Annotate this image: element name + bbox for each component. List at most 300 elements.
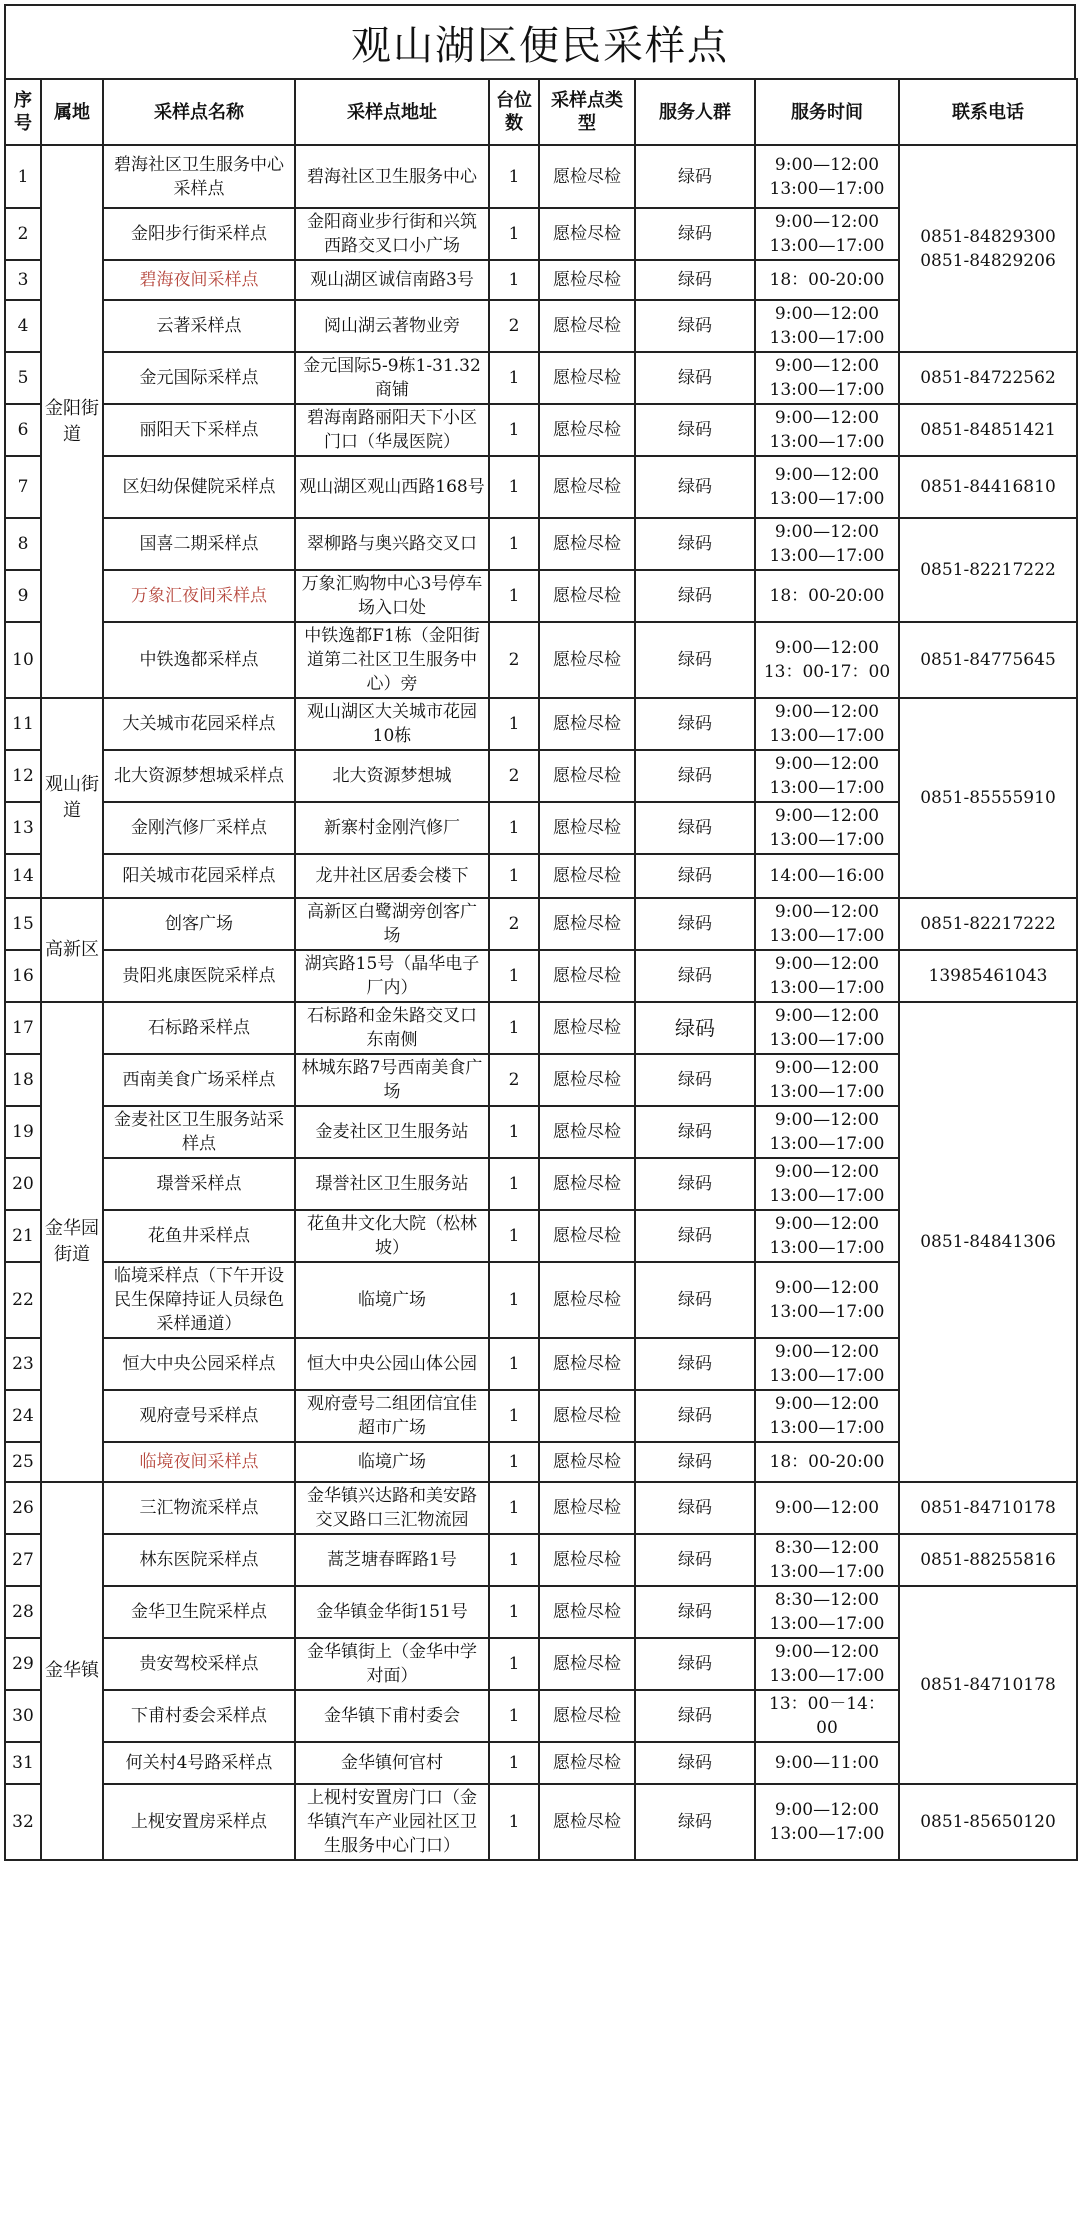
contact-phone xyxy=(899,518,1077,622)
service-group: 绿码 xyxy=(635,1338,755,1390)
service-time xyxy=(755,1534,899,1586)
service-time-line: 13:00—17:00 xyxy=(769,1238,885,1258)
seat-count: 1 xyxy=(489,1784,539,1860)
sampling-point-name: 观府壹号采样点 xyxy=(103,1390,295,1442)
sampling-point-address: 翠柳路与奥兴路交叉口 xyxy=(295,518,489,570)
table-row xyxy=(5,456,1077,518)
title-bar xyxy=(4,4,1076,78)
table-row xyxy=(5,950,1077,1002)
sampling-point-address: 观府壹号二组团信宜佳超市广场 xyxy=(295,1390,489,1442)
service-time-line: 18：00-20:00 xyxy=(769,586,885,606)
sampling-type: 愿检尽检 xyxy=(539,518,635,570)
sampling-point-address: 临境广场 xyxy=(295,1262,489,1338)
sampling-type: 愿检尽检 xyxy=(539,300,635,352)
contact-phone xyxy=(899,1534,1077,1586)
seat-count: 2 xyxy=(489,300,539,352)
seat-count: 2 xyxy=(489,898,539,950)
service-group: 绿码 xyxy=(635,1054,755,1106)
sampling-point-address: 金华镇街上（金华中学对面） xyxy=(295,1638,489,1690)
seat-count: 2 xyxy=(489,750,539,802)
contact-phone xyxy=(899,622,1077,698)
sampling-point-name: 恒大中央公园采样点 xyxy=(103,1338,295,1390)
sampling-type: 愿检尽检 xyxy=(539,1158,635,1210)
service-time xyxy=(755,802,899,854)
service-time-line: 13:00—17:00 xyxy=(769,1666,885,1686)
sampling-point-name: 碧海社区卫生服务中心采样点 xyxy=(103,145,295,208)
service-group: 绿码 xyxy=(635,1390,755,1442)
seat-count: 1 xyxy=(489,145,539,208)
service-time-line: 13:00—17:00 xyxy=(769,778,885,798)
service-time-line: 13:00—17:00 xyxy=(769,489,885,509)
service-group: 绿码 xyxy=(635,1442,755,1482)
header-seats: 台位数 xyxy=(489,79,539,145)
sampling-point-name: 创客广场 xyxy=(103,898,295,950)
service-time-line: 13:00—17:00 xyxy=(769,380,885,400)
service-group: 绿码 xyxy=(635,145,755,208)
sampling-point-name: 大关城市花园采样点 xyxy=(103,698,295,750)
header-type: 采样点类型 xyxy=(539,79,635,145)
table-row xyxy=(5,1534,1077,1586)
seat-count: 1 xyxy=(489,1390,539,1442)
service-time-line: 13:00—17:00 xyxy=(769,1082,885,1102)
service-group: 绿码 xyxy=(635,1262,755,1338)
service-time xyxy=(755,622,899,698)
sampling-point-address: 上枧村安置房门口（金华镇汽车产业园社区卫生服务中心门口） xyxy=(295,1784,489,1860)
phone-number: 0851-85555910 xyxy=(920,788,1056,808)
contact-phone xyxy=(899,1586,1077,1784)
header-address: 采样点地址 xyxy=(295,79,489,145)
service-time-line: 9:00—12:00 xyxy=(774,638,880,658)
service-group: 绿码 xyxy=(635,1534,755,1586)
service-time-line: 9:00—12:00 xyxy=(774,356,880,376)
district-cell: 金华园街道 xyxy=(41,1002,103,1482)
row-number: 5 xyxy=(5,352,41,404)
service-time-line: 9:00—12:00 xyxy=(774,212,880,232)
district-cell: 金华镇 xyxy=(41,1482,103,1860)
sampling-point-address: 恒大中央公园山体公园 xyxy=(295,1338,489,1390)
table-row xyxy=(5,404,1077,456)
row-number: 28 xyxy=(5,1586,41,1638)
sampling-point-name: 金阳步行街采样点 xyxy=(103,208,295,260)
seat-count: 1 xyxy=(489,1534,539,1586)
service-group: 绿码 xyxy=(635,950,755,1002)
service-group: 绿码 xyxy=(635,208,755,260)
service-time-line: 18：00-20:00 xyxy=(769,270,885,290)
district-cell: 高新区 xyxy=(41,898,103,1002)
sampling-point-address: 新寨村金刚汽修厂 xyxy=(295,802,489,854)
row-number: 11 xyxy=(5,698,41,750)
sampling-point-address: 花鱼井文化大院（松林坡） xyxy=(295,1210,489,1262)
service-time xyxy=(755,1586,899,1638)
service-time-line: 14:00—16:00 xyxy=(769,866,885,886)
service-time xyxy=(755,1742,899,1784)
sampling-point-name: 林东医院采样点 xyxy=(103,1534,295,1586)
phone-number: 13985461043 xyxy=(928,966,1048,986)
contact-phone xyxy=(899,404,1077,456)
service-time xyxy=(755,352,899,404)
service-group: 绿码 xyxy=(635,898,755,950)
sampling-type: 愿检尽检 xyxy=(539,1106,635,1158)
sampling-type: 愿检尽检 xyxy=(539,898,635,950)
row-number: 18 xyxy=(5,1054,41,1106)
service-time xyxy=(755,518,899,570)
sampling-point-address: 石标路和金朱路交叉口东南侧 xyxy=(295,1002,489,1054)
service-time xyxy=(755,260,899,300)
sampling-point-name: 何关村4号路采样点 xyxy=(103,1742,295,1784)
service-time xyxy=(755,698,899,750)
sampling-point-address: 碧海南路丽阳天下小区门口（华晟医院） xyxy=(295,404,489,456)
sampling-point-address: 临境广场 xyxy=(295,1442,489,1482)
sampling-point-address: 金华镇下甫村委会 xyxy=(295,1690,489,1742)
sampling-type: 愿检尽检 xyxy=(539,260,635,300)
service-time-line: 13:00—17:00 xyxy=(769,1562,885,1582)
table-row xyxy=(5,1002,1077,1054)
service-time-line: 9:00—12:00 xyxy=(774,902,880,922)
sampling-point-address: 金华镇兴达路和美安路交叉路口三汇物流园 xyxy=(295,1482,489,1534)
service-time xyxy=(755,208,899,260)
service-time xyxy=(755,750,899,802)
contact-phone xyxy=(899,456,1077,518)
sampling-point-name: 碧海夜间采样点 xyxy=(103,260,295,300)
service-group: 绿码 xyxy=(635,1158,755,1210)
sampling-type: 愿检尽检 xyxy=(539,1534,635,1586)
service-time-line: 9:00—12:00 xyxy=(774,465,880,485)
service-time-line: 9:00—12:00 xyxy=(774,702,880,722)
contact-phone xyxy=(899,352,1077,404)
service-time-line: 13:00—17:00 xyxy=(769,1134,885,1154)
sampling-point-name: 国喜二期采样点 xyxy=(103,518,295,570)
sampling-type: 愿检尽检 xyxy=(539,145,635,208)
service-time-line: 8:30—12:00 xyxy=(774,1590,880,1610)
table-row xyxy=(5,898,1077,950)
seat-count: 1 xyxy=(489,1638,539,1690)
table-row xyxy=(5,1586,1077,1638)
sampling-point-address: 观山湖区诚信南路3号 xyxy=(295,260,489,300)
sampling-point-address: 湖宾路15号（晶华电子厂内） xyxy=(295,950,489,1002)
service-time-line: 18：00-20:00 xyxy=(769,1452,885,1472)
sampling-points-table xyxy=(4,78,1078,1861)
row-number: 31 xyxy=(5,1742,41,1784)
district-cell: 观山街道 xyxy=(41,698,103,898)
row-number: 20 xyxy=(5,1158,41,1210)
service-time-line: 9:00—12:00 xyxy=(774,1006,880,1026)
service-group: 绿码 xyxy=(635,1690,755,1742)
seat-count: 1 xyxy=(489,802,539,854)
sampling-point-address: 观山湖区观山西路168号 xyxy=(295,456,489,518)
seat-count: 1 xyxy=(489,404,539,456)
table-row xyxy=(5,145,1077,208)
sampling-point-address: 阅山湖云著物业旁 xyxy=(295,300,489,352)
service-time xyxy=(755,950,899,1002)
sampling-point-name: 临境采样点（下午开设民生保障持证人员绿色采样通道） xyxy=(103,1262,295,1338)
sampling-type: 愿检尽检 xyxy=(539,750,635,802)
seat-count: 1 xyxy=(489,1262,539,1338)
contact-phone xyxy=(899,698,1077,898)
service-group: 绿码 xyxy=(635,518,755,570)
service-time-line: 9:00—12:00 xyxy=(774,522,880,542)
sampling-point-name: 金麦社区卫生服务站采样点 xyxy=(103,1106,295,1158)
row-number: 15 xyxy=(5,898,41,950)
service-time xyxy=(755,1690,899,1742)
service-group: 绿码 xyxy=(635,1742,755,1784)
service-time-line: 9:00—12:00 xyxy=(774,1214,880,1234)
sampling-point-name: 贵安驾校采样点 xyxy=(103,1638,295,1690)
phone-number: 0851-88255816 xyxy=(920,1550,1056,1570)
service-time-line: 13:00—17:00 xyxy=(769,1302,885,1322)
sampling-point-address: 林城东路7号西南美食广场 xyxy=(295,1054,489,1106)
seat-count: 1 xyxy=(489,1106,539,1158)
service-time-line: 13:00—17:00 xyxy=(769,926,885,946)
seat-count: 1 xyxy=(489,456,539,518)
district-cell: 金阳街道 xyxy=(41,145,103,698)
service-group: 绿码 xyxy=(635,854,755,898)
sampling-point-name: 金刚汽修厂采样点 xyxy=(103,802,295,854)
service-time xyxy=(755,570,899,622)
service-time-line: 13：00－14：00 xyxy=(769,1694,885,1738)
sampling-point-name: 阳关城市花园采样点 xyxy=(103,854,295,898)
table-row xyxy=(5,1784,1077,1860)
seat-count: 1 xyxy=(489,1210,539,1262)
sampling-point-address: 金麦社区卫生服务站 xyxy=(295,1106,489,1158)
sampling-type: 愿检尽检 xyxy=(539,570,635,622)
service-time-line: 9:00—12:00 xyxy=(774,1800,880,1820)
sampling-type: 愿检尽检 xyxy=(539,1586,635,1638)
service-time-line: 13:00—17:00 xyxy=(769,978,885,998)
sampling-point-name: 下甫村委会采样点 xyxy=(103,1690,295,1742)
service-time xyxy=(755,898,899,950)
sampling-point-address: 璟誉社区卫生服务站 xyxy=(295,1158,489,1210)
service-time xyxy=(755,1158,899,1210)
sampling-type: 愿检尽检 xyxy=(539,1390,635,1442)
row-number: 2 xyxy=(5,208,41,260)
table-row xyxy=(5,518,1077,570)
service-group: 绿码 xyxy=(635,698,755,750)
row-number: 23 xyxy=(5,1338,41,1390)
seat-count: 1 xyxy=(489,570,539,622)
service-group: 绿码 xyxy=(635,300,755,352)
service-time-line: 13:00—17:00 xyxy=(769,236,885,256)
seat-count: 1 xyxy=(489,1002,539,1054)
row-number: 1 xyxy=(5,145,41,208)
phone-number: 0851-84841306 xyxy=(920,1232,1056,1252)
sampling-point-name: 北大资源梦想城采样点 xyxy=(103,750,295,802)
sampling-type: 愿检尽检 xyxy=(539,456,635,518)
service-group: 绿码 xyxy=(635,1002,755,1054)
service-time xyxy=(755,1054,899,1106)
service-time-line: 9:00—12:00 xyxy=(774,1394,880,1414)
sampling-point-name: 丽阳天下采样点 xyxy=(103,404,295,456)
service-time xyxy=(755,456,899,518)
seat-count: 1 xyxy=(489,208,539,260)
sampling-type: 愿检尽检 xyxy=(539,1638,635,1690)
row-number: 17 xyxy=(5,1002,41,1054)
sampling-point-name: 金华卫生院采样点 xyxy=(103,1586,295,1638)
phone-number: 0851-84710178 xyxy=(920,1498,1056,1518)
sampling-type: 愿检尽检 xyxy=(539,802,635,854)
service-group: 绿码 xyxy=(635,1482,755,1534)
service-time-line: 9:00—12:00 xyxy=(774,1162,880,1182)
sampling-point-address: 中铁逸都F1栋（金阳街道第二社区卫生服务中心）旁 xyxy=(295,622,489,698)
header-name: 采样点名称 xyxy=(103,79,295,145)
sampling-point-name: 三汇物流采样点 xyxy=(103,1482,295,1534)
sampling-type: 愿检尽检 xyxy=(539,1784,635,1860)
phone-number: 0851-84710178 xyxy=(920,1675,1056,1695)
table-row xyxy=(5,1482,1077,1534)
sampling-type: 愿检尽检 xyxy=(539,1338,635,1390)
sampling-type: 愿检尽检 xyxy=(539,352,635,404)
sampling-point-name: 石标路采样点 xyxy=(103,1002,295,1054)
service-group: 绿码 xyxy=(635,750,755,802)
sampling-point-name: 上枧安置房采样点 xyxy=(103,1784,295,1860)
sampling-point-name: 璟誉采样点 xyxy=(103,1158,295,1210)
header-phone: 联系电话 xyxy=(899,79,1077,145)
table-header-row xyxy=(5,79,1077,145)
seat-count: 1 xyxy=(489,1690,539,1742)
service-time-line: 9:00—12:00 xyxy=(774,1642,880,1662)
seat-count: 1 xyxy=(489,854,539,898)
sampling-type: 愿检尽检 xyxy=(539,1054,635,1106)
sampling-point-name: 花鱼井采样点 xyxy=(103,1210,295,1262)
sampling-type: 愿检尽检 xyxy=(539,622,635,698)
service-group: 绿码 xyxy=(635,404,755,456)
sampling-point-address: 金阳商业步行街和兴筑西路交叉口小广场 xyxy=(295,208,489,260)
sampling-point-address: 金华镇何官村 xyxy=(295,1742,489,1784)
phone-number: 0851-84775645 xyxy=(920,650,1056,670)
row-number: 3 xyxy=(5,260,41,300)
service-group: 绿码 xyxy=(635,1586,755,1638)
service-time-line: 13：00-17：00 xyxy=(763,662,891,682)
row-number: 25 xyxy=(5,1442,41,1482)
service-time xyxy=(755,1390,899,1442)
service-time-line: 9:00—12:00 xyxy=(774,1278,880,1298)
service-time-line: 13:00—17:00 xyxy=(769,1186,885,1206)
row-number: 22 xyxy=(5,1262,41,1338)
row-number: 21 xyxy=(5,1210,41,1262)
service-time-line: 13:00—17:00 xyxy=(769,328,885,348)
document xyxy=(4,4,1076,1861)
sampling-point-address: 北大资源梦想城 xyxy=(295,750,489,802)
phone-number: 0851-84851421 xyxy=(920,420,1056,440)
service-group: 绿码 xyxy=(635,802,755,854)
row-number: 30 xyxy=(5,1690,41,1742)
sampling-point-name: 云著采样点 xyxy=(103,300,295,352)
row-number: 16 xyxy=(5,950,41,1002)
table-row xyxy=(5,698,1077,750)
service-time-line: 13:00—17:00 xyxy=(769,178,885,199)
phone-number: 0851-85650120 xyxy=(920,1812,1056,1832)
table-row xyxy=(5,352,1077,404)
sampling-type: 愿检尽检 xyxy=(539,698,635,750)
service-time-line: 9:00—12:00 xyxy=(774,1498,880,1518)
service-group: 绿码 xyxy=(635,260,755,300)
seat-count: 2 xyxy=(489,622,539,698)
service-time xyxy=(755,1210,899,1262)
service-time-line: 9:00—12:00 xyxy=(774,154,880,175)
seat-count: 1 xyxy=(489,1442,539,1482)
sampling-point-address: 金华镇金华街151号 xyxy=(295,1586,489,1638)
seat-count: 1 xyxy=(489,1158,539,1210)
seat-count: 1 xyxy=(489,1482,539,1534)
sampling-type: 愿检尽检 xyxy=(539,1210,635,1262)
service-time xyxy=(755,145,899,208)
row-number: 13 xyxy=(5,802,41,854)
table-row xyxy=(5,622,1077,698)
sampling-point-address: 观山湖区大关城市花园10栋 xyxy=(295,698,489,750)
row-number: 4 xyxy=(5,300,41,352)
row-number: 8 xyxy=(5,518,41,570)
row-number: 32 xyxy=(5,1784,41,1860)
service-time-line: 9:00—12:00 xyxy=(774,1342,880,1362)
service-time-line: 13:00—17:00 xyxy=(769,1030,885,1050)
service-time xyxy=(755,1442,899,1482)
seat-count: 1 xyxy=(489,698,539,750)
row-number: 29 xyxy=(5,1638,41,1690)
sampling-point-address: 龙井社区居委会楼下 xyxy=(295,854,489,898)
sampling-point-address: 金元国际5-9栋1-31.32商铺 xyxy=(295,352,489,404)
sampling-point-name: 西南美食广场采样点 xyxy=(103,1054,295,1106)
row-number: 6 xyxy=(5,404,41,456)
service-time xyxy=(755,1338,899,1390)
service-time-line: 13:00—17:00 xyxy=(769,1366,885,1386)
service-time xyxy=(755,854,899,898)
service-time-line: 13:00—17:00 xyxy=(769,1614,885,1634)
contact-phone xyxy=(899,1482,1077,1534)
phone-number: 0851-84416810 xyxy=(920,477,1056,497)
service-time-line: 9:00—12:00 xyxy=(774,1110,880,1130)
sampling-point-address: 蒿芝塘春晖路1号 xyxy=(295,1534,489,1586)
service-group: 绿码 xyxy=(635,570,755,622)
contact-phone xyxy=(899,950,1077,1002)
sampling-type: 愿检尽检 xyxy=(539,1690,635,1742)
seat-count: 1 xyxy=(489,352,539,404)
service-group: 绿码 xyxy=(635,352,755,404)
sampling-point-name: 贵阳兆康医院采样点 xyxy=(103,950,295,1002)
service-time-line: 8:30—12:00 xyxy=(774,1538,880,1558)
service-time-line: 9:00—12:00 xyxy=(774,304,880,324)
sampling-point-name: 中铁逸都采样点 xyxy=(103,622,295,698)
service-time-line: 9:00—12:00 xyxy=(774,954,880,974)
row-number: 10 xyxy=(5,622,41,698)
page-title: 观山湖区便民采样点 xyxy=(351,22,729,69)
service-time xyxy=(755,1638,899,1690)
row-number: 7 xyxy=(5,456,41,518)
sampling-point-address: 高新区白鹭湖旁创客广场 xyxy=(295,898,489,950)
phone-number: 0851-82217222 xyxy=(920,560,1056,580)
sampling-type: 愿检尽检 xyxy=(539,208,635,260)
seat-count: 1 xyxy=(489,260,539,300)
phone-number: 0851-84829206 xyxy=(920,250,1056,271)
service-time-line: 13:00—17:00 xyxy=(769,726,885,746)
service-time-line: 9:00—12:00 xyxy=(774,1058,880,1078)
row-number: 27 xyxy=(5,1534,41,1586)
header-no: 序号 xyxy=(5,79,41,145)
sampling-type: 愿检尽检 xyxy=(539,950,635,1002)
sampling-point-name: 万象汇夜间采样点 xyxy=(103,570,295,622)
header-group: 服务人群 xyxy=(635,79,755,145)
row-number: 19 xyxy=(5,1106,41,1158)
service-time-line: 13:00—17:00 xyxy=(769,546,885,566)
seat-count: 1 xyxy=(489,950,539,1002)
contact-phone xyxy=(899,1002,1077,1482)
sampling-type: 愿检尽检 xyxy=(539,404,635,456)
header-district: 属地 xyxy=(41,79,103,145)
seat-count: 1 xyxy=(489,518,539,570)
row-number: 9 xyxy=(5,570,41,622)
table-body xyxy=(5,145,1077,1860)
sampling-point-name: 临境夜间采样点 xyxy=(103,1442,295,1482)
row-number: 26 xyxy=(5,1482,41,1534)
service-group: 绿码 xyxy=(635,1638,755,1690)
